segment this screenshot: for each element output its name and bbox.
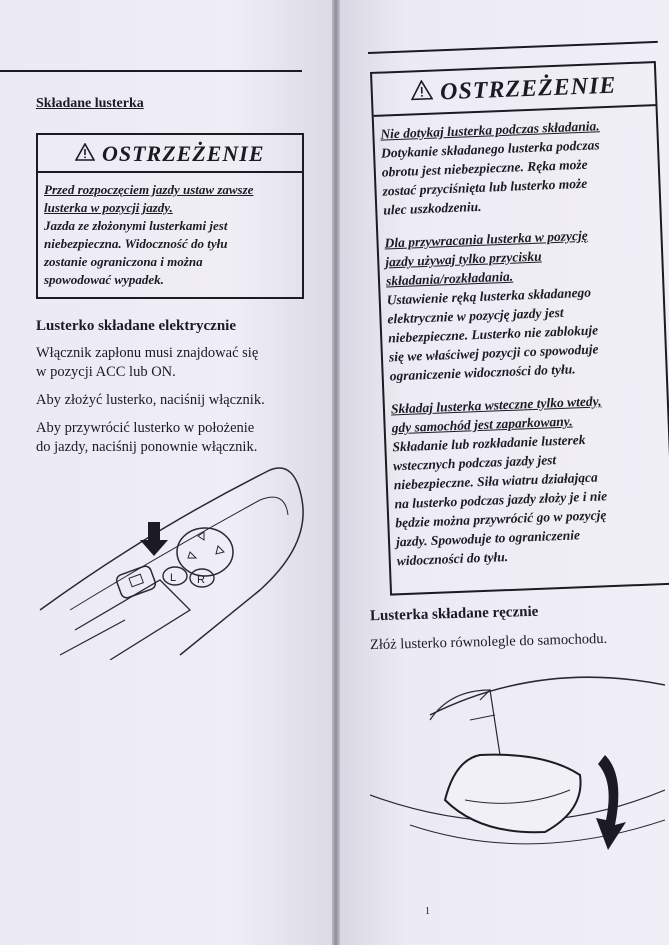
subheading-electric: Lusterko składane elektrycznie bbox=[36, 318, 236, 334]
paragraph-fold: Aby złożyć lusterko, naciśnij włącznik. bbox=[36, 392, 265, 408]
right-page bbox=[340, 0, 669, 945]
electric-mirror-switch-illustration bbox=[30, 460, 320, 660]
fold-direction-arrow-icon bbox=[596, 755, 626, 850]
paragraph-ignition: Włącznik zapłonu musi znajdować się w pozycji ACC lub ON. bbox=[36, 345, 259, 380]
warning-line: zostanie ograniczona i można bbox=[44, 254, 203, 269]
page-number: 1 bbox=[425, 906, 430, 917]
warning-body bbox=[374, 104, 669, 570]
left-page bbox=[0, 0, 332, 945]
book-gutter bbox=[332, 0, 340, 945]
warning-box-right bbox=[370, 61, 669, 596]
warning-underlined-line: lusterka w pozycji jazdy. bbox=[44, 200, 173, 215]
subheading-manual: Lusterka składane ręcznie bbox=[369, 603, 539, 625]
warning-box-left bbox=[36, 133, 304, 299]
warning-body bbox=[38, 171, 302, 289]
warning-line: niebezpieczna. Widoczność do tyłu bbox=[44, 236, 228, 251]
warning-triangle-icon bbox=[75, 141, 95, 167]
top-rule bbox=[368, 41, 658, 54]
warning-block: Dla przywracania lusterka w pozycję jazdy używaj tylko przycisku składania/rozkładania. Ustawienie ręką lusterka składanego elektrycznie w pozycję jazdy jest niebezpieczne. Lusterko nie zablokuje się we właściwej pozycji co spowoduje ograniczenie widoczności do tyłu. bbox=[384, 227, 599, 384]
section-title: Składane lusterka bbox=[36, 96, 144, 111]
paragraph-manual-fold: Złóż lusterko równolegle do samochodu. bbox=[369, 630, 608, 654]
warning-line: Jazda ze złożonymi lusterkami jest bbox=[44, 218, 228, 233]
warning-block: Nie dotykaj lusterka podczas składania. Dotykanie składanego lusterka podczas obrotu jest niebezpieczne. Ręka może zostać przyciśnięta lub lusterko może ulec uszkodzeniu. bbox=[380, 118, 600, 218]
button-label-r: R bbox=[197, 574, 205, 586]
top-rule bbox=[0, 70, 302, 72]
button-label-l: L bbox=[170, 572, 177, 584]
paragraph-restore: Aby przywrócić lusterko w położenie do jazdy, naciśnij ponownie włącznik. bbox=[36, 420, 258, 455]
fold-switch-button bbox=[115, 565, 157, 600]
warning-underlined-line: Przed rozpoczęciem jazdy ustaw zawsze bbox=[44, 182, 254, 197]
manual-mirror-fold-illustration bbox=[370, 660, 665, 880]
press-arrow-icon bbox=[140, 522, 168, 556]
warning-line: spowodować wypadek. bbox=[44, 272, 164, 287]
warning-block: Składaj lusterka wsteczne tylko wtedy, gdy samochód jest zaparkowany. Składanie lub rozkładanie lusterek wstecznych podczas jazdy jest niebezpieczne. Siła wiatru działająca na lusterko podczas jazdy złoży je i nie będzie można przywrócić go w pozycję jazdy. Spowoduje to ograniczenie widoczności do tyłu. bbox=[390, 393, 608, 569]
warning-triangle-icon bbox=[411, 80, 434, 108]
warning-heading: OSTRZEŻENIE bbox=[372, 63, 655, 115]
warning-heading: OSTRZEŻENIE bbox=[38, 135, 302, 171]
